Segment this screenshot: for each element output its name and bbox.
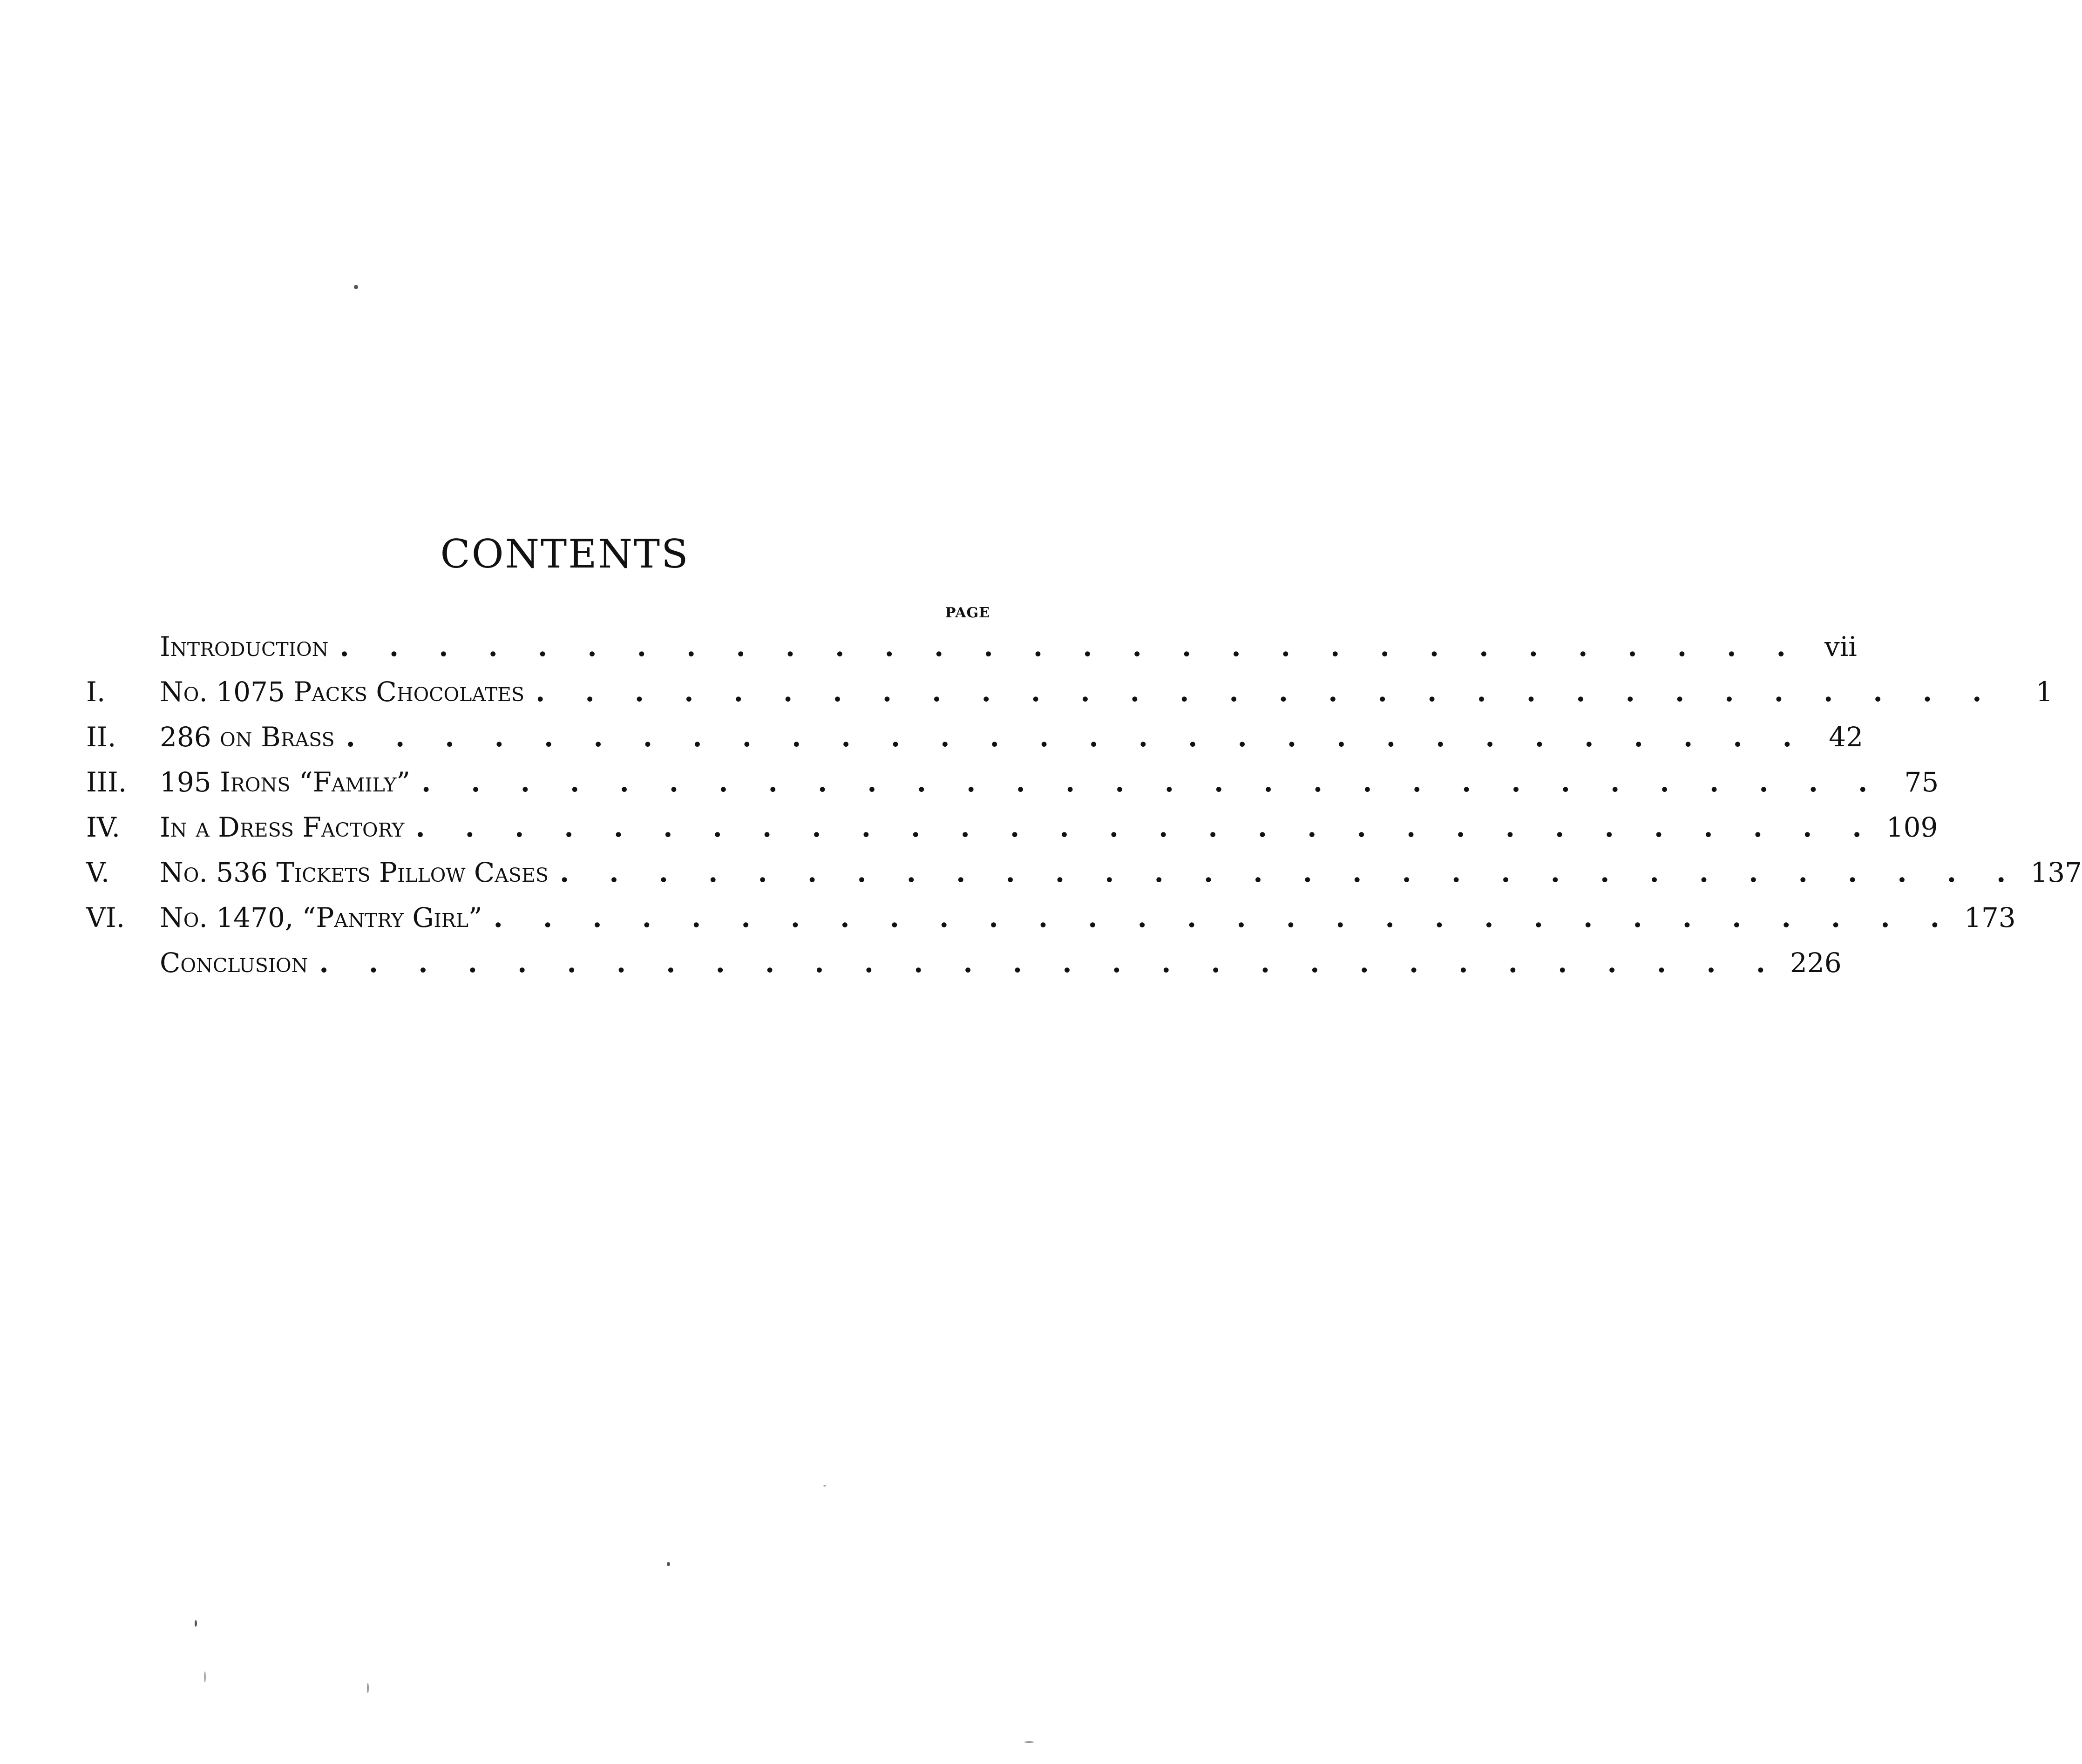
scan-speck	[195, 1620, 197, 1627]
dot-leader: . . . . . . . . . . . . . . . . . . . . . . . . . . . . . .	[421, 766, 1883, 798]
chapter-numeral: IV.	[86, 811, 121, 843]
scan-speck	[354, 285, 358, 289]
chapter-title: Introduction	[160, 630, 329, 662]
toc-entry	[86, 714, 1863, 759]
page-number: 42	[1829, 721, 1863, 753]
chapter-title: No. 536 Tickets Pillow Cases	[160, 856, 549, 888]
page-number: 1	[2035, 676, 2053, 708]
page-number: 226	[1790, 946, 1842, 979]
scan-speck	[823, 1485, 826, 1487]
chapter-title: 286 on Brass	[160, 721, 335, 753]
toc-entry	[86, 850, 2082, 895]
scan-speck	[1024, 1741, 1034, 1743]
scan-speck	[667, 1562, 670, 1566]
chapter-numeral: V.	[86, 856, 110, 888]
chapter-title: No. 1075 Packs Chocolates	[160, 676, 525, 708]
chapter-numeral: III.	[86, 766, 127, 798]
contents-heading: CONTENTS	[440, 531, 690, 577]
toc-entry	[86, 940, 1842, 985]
toc-entry	[86, 895, 2016, 940]
chapter-title: 195 Irons “Family”	[160, 766, 410, 798]
page-number: vii	[1824, 630, 1857, 662]
toc-entry	[86, 624, 1857, 669]
toc-entry	[86, 669, 2053, 714]
chapter-numeral: I.	[86, 676, 106, 708]
page-number: 75	[1904, 766, 1939, 798]
page-number: 173	[1964, 901, 2016, 933]
page-number: 109	[1886, 811, 1938, 843]
dot-leader: . . . . . . . . . . . . . . . . . . . . . . . . . . . . . .	[319, 946, 1781, 979]
page-number: 137	[2030, 856, 2082, 888]
dot-leader: . . . . . . . . . . . . . . . . . . . . . . . . . . . . . .	[536, 676, 1997, 708]
scan-speck	[204, 1671, 206, 1683]
dot-leader: . . . . . . . . . . . . . . . . . . . . . . . . . . . . . .	[339, 630, 1801, 662]
chapter-title: In a Dress Factory	[160, 811, 405, 843]
dot-leader: . . . . . . . . . . . . . . . . . . . . . . . . . . . . . .	[415, 811, 1877, 843]
toc-entry	[86, 804, 1938, 850]
toc-entry	[86, 759, 1939, 804]
chapter-numeral: VI.	[86, 901, 125, 933]
chapter-title: Conclusion	[160, 946, 308, 979]
chapter-title: No. 1470, “Pantry Girl”	[160, 901, 482, 933]
scan-speck	[367, 1683, 369, 1693]
dot-leader: . . . . . . . . . . . . . . . . . . . . . . . . . . . . . .	[493, 901, 1955, 933]
chapter-numeral: II.	[86, 721, 116, 753]
dot-leader: . . . . . . . . . . . . . . . . . . . . . . . . . . . . . .	[560, 856, 2021, 888]
dot-leader: . . . . . . . . . . . . . . . . . . . . . . . . . . . . . .	[346, 721, 1807, 753]
table-of-contents	[86, 624, 2082, 985]
page-column-label: PAGE	[945, 605, 990, 621]
